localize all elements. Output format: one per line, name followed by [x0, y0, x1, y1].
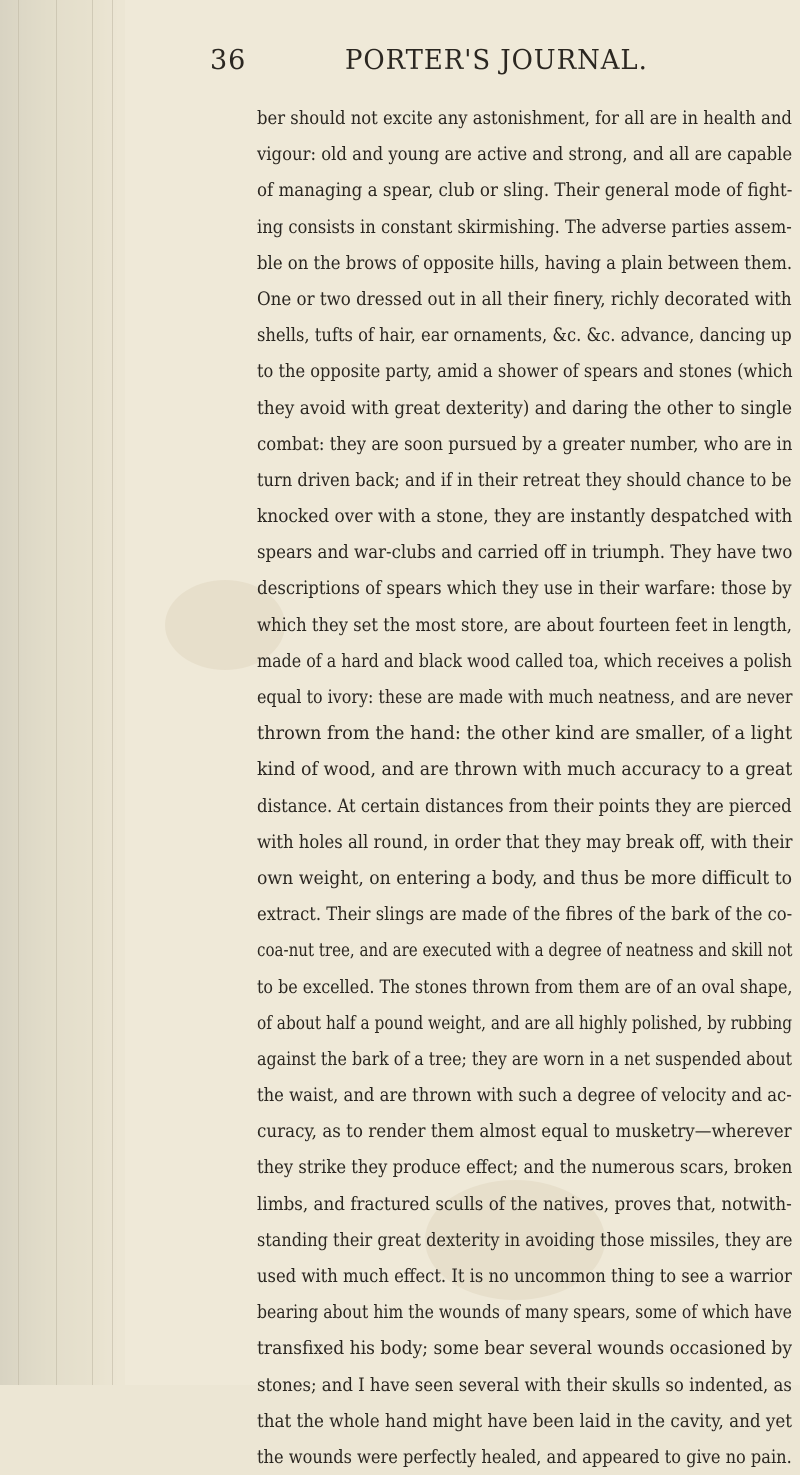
text-line: One or two dressed out in all their finery, richly decorated with: [257, 287, 792, 310]
text-line: that the whole hand might have been laid in the cavity, and yet: [257, 1409, 793, 1432]
gutter-edge: [112, 0, 113, 1385]
page-number: 36: [210, 45, 247, 76]
text-line: the wounds were perfectly healed, and appeared to give no pain.: [257, 1445, 792, 1468]
text-line: combat: they are soon pursued by a greater number, who are in: [257, 432, 793, 455]
text-line: thrown from the hand: the other kind are smaller, of a light: [257, 722, 793, 745]
text-line: vigour: old and young are active and strong, and all are capable: [257, 143, 793, 166]
gutter-edge: [18, 0, 19, 1385]
text-line: of managing a spear, club or sling. Their general mode of fight-: [257, 179, 793, 202]
text-line: ble on the brows of opposite hills, having a plain between them.: [257, 251, 793, 274]
text-line: they strike they produce effect; and the numerous scars, broken: [257, 1156, 793, 1179]
text-line: ing consists in constant skirmishing. The adverse parties assem-: [257, 215, 792, 238]
text-line: made of a hard and black wood called toa, which receives a polish: [257, 649, 792, 672]
page-gutter: [0, 0, 120, 1385]
body-text: [257, 100, 797, 1475]
text-line: to be excelled. The stones thrown from them are of an oval shape,: [257, 975, 793, 998]
text-line: equal to ivory: these are made with much neatness, and are never: [257, 686, 793, 708]
text-line: turn driven back; and if in their retreat they should chance to be: [257, 468, 792, 491]
text-line: transfixed his body; some bear several wounds occasioned by: [257, 1337, 792, 1360]
text-line: to the opposite party, amid a shower of spears and stones (which: [257, 360, 793, 383]
text-line: against the bark of a tree; they are worn in a net suspended about: [257, 1047, 792, 1070]
page-header: [210, 45, 670, 81]
gutter-edge: [92, 0, 93, 1385]
text-line: bearing about him the wounds of many spears, some of which have: [257, 1301, 792, 1324]
text-line: shells, tufts of hair, ear ornaments, &c. &c. advance, dancing up: [257, 324, 792, 347]
text-line: limbs, and fractured sculls of the natives, proves that, notwith-: [257, 1192, 792, 1215]
text-line: ber should not excite any astonishment, for all are in health and: [257, 107, 792, 129]
text-line: descriptions of spears which they use in their warfare: those by: [257, 577, 792, 600]
text-line: the waist, and are thrown with such a degree of velocity and ac-: [257, 1084, 792, 1107]
text-line: of about half a pound weight, and are all highly polished, by rubbing: [257, 1011, 793, 1034]
text-line: standing their great dexterity in avoiding those missiles, they are: [257, 1228, 793, 1251]
text-line: stones; and I have seen several with their skulls so indented, as: [257, 1373, 792, 1396]
text-line: spears and war-clubs and carried off in triumph. They have two: [257, 541, 793, 564]
text-line: coa-nut tree, and are executed with a degree of neatness and skill not: [257, 939, 793, 962]
text-line: own weight, on entering a body, and thus be more difficult to: [257, 866, 793, 889]
text-line: which they set the most store, are about fourteen feet in length,: [257, 613, 793, 636]
text-line: with holes all round, in order that they may break off, with their: [257, 830, 793, 853]
text-line: kind of wood, and are thrown with much accuracy to a great: [257, 758, 793, 781]
text-line: extract. Their slings are made of the fibres of the bark of the co-: [257, 903, 793, 926]
text-line: curacy, as to render them almost equal to musketry—wherever: [257, 1120, 792, 1143]
running-title: PORTER'S JOURNAL.: [345, 45, 648, 76]
text-line: they avoid with great dexterity) and daring the other to single: [257, 396, 792, 419]
text-line: knocked over with a stone, they are instantly despatched with: [257, 505, 793, 528]
gutter-edge: [56, 0, 57, 1385]
text-line: used with much effect. It is no uncommon thing to see a warrior: [257, 1265, 792, 1287]
text-line: distance. At certain distances from their points they are pierced: [257, 794, 792, 817]
